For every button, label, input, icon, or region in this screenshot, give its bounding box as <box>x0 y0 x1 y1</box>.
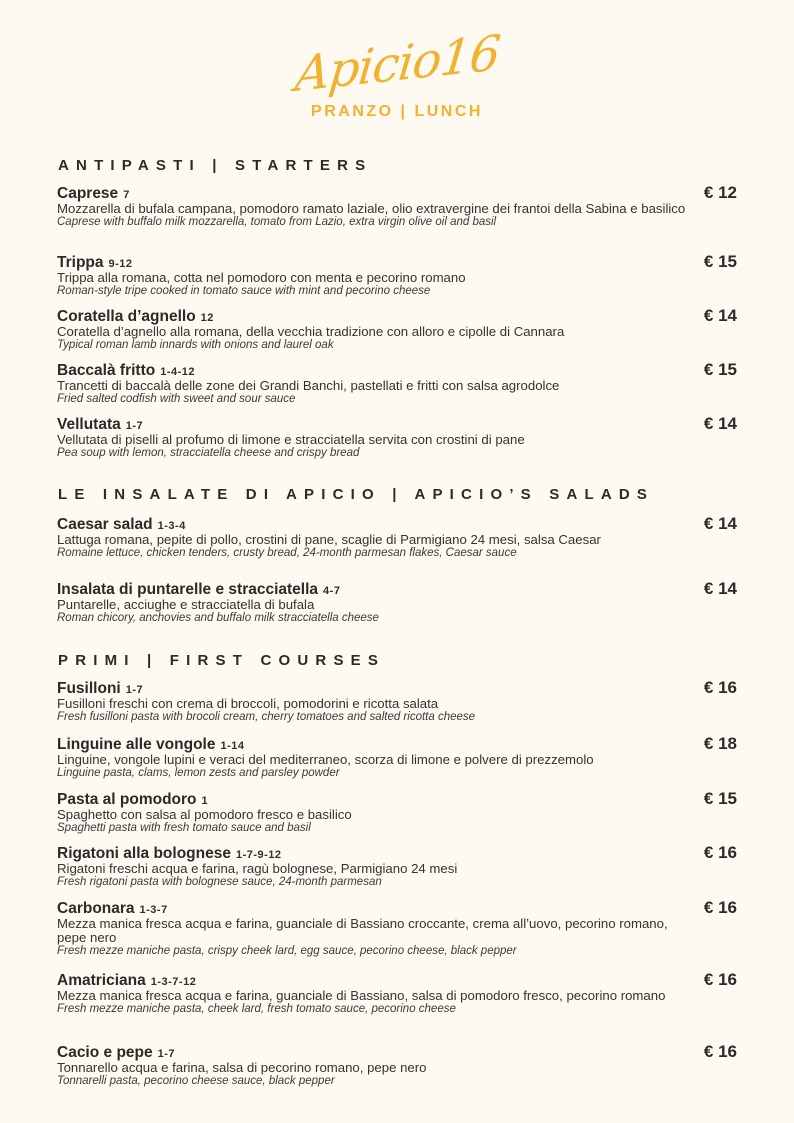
item-description-en: Roman chicory, anchovies and buffalo milk stracciatella cheese <box>57 612 379 624</box>
item-description-en: Caprese with buffalo milk mozzarella, tomato from Lazio, extra virgin olive oil and basil <box>57 216 497 228</box>
item-price: € 14 <box>703 414 737 433</box>
item-description: Rigatoni freschi acqua e farina, ragù bolognese, Parmigiano 24 mesi <box>57 861 458 876</box>
item-description: Trancetti di baccalà delle zone dei Grandi Banchi, pastellati e fritti con salsa agrodolce <box>57 378 560 393</box>
item-allergens: 1-7 <box>125 684 144 696</box>
item-allergens: 1-4-12 <box>160 366 195 378</box>
item-price: € 14 <box>703 306 737 325</box>
logo-text: Apicio16 <box>292 24 502 104</box>
item-allergens: 1 <box>201 795 209 807</box>
item-name: Baccalà fritto <box>57 362 156 379</box>
menu-item <box>57 183 737 229</box>
item-name: Carbonara <box>57 900 135 917</box>
item-price: € 15 <box>703 789 737 808</box>
item-allergens: 1-3-4 <box>157 520 186 532</box>
item-name: Caprese <box>57 185 119 202</box>
item-description-en: Fresh mezze maniche pasta, crispy cheek lard, egg sauce, pecorino cheese, black pepper <box>57 945 517 957</box>
menu-item <box>57 734 737 780</box>
item-name: Insalata di puntarelle e stracciatella <box>57 581 319 598</box>
menu-item <box>57 306 737 352</box>
menu-item <box>57 970 737 1016</box>
item-allergens: 1-7 <box>125 420 144 432</box>
section-title-salads: LE INSALATE DI APICIO | APICIO’S SALADS <box>58 486 655 503</box>
item-description-en: Romaine lettuce, chicken tenders, crusty bread, 24-month parmesan flakes, Caesar sauce <box>57 547 517 559</box>
item-description: Puntarelle, acciughe e stracciatella di bufala <box>57 597 315 612</box>
menu-item <box>57 579 737 625</box>
item-price: € 15 <box>703 252 737 271</box>
item-name: Caesar salad <box>57 516 153 533</box>
item-name: Rigatoni alla bolognese <box>57 845 231 862</box>
item-price: € 15 <box>703 360 737 379</box>
menu-item <box>57 252 737 298</box>
item-name: Trippa <box>57 254 104 271</box>
menu-item <box>57 360 737 406</box>
menu-item <box>57 678 737 724</box>
item-allergens: 4-7 <box>323 585 341 597</box>
item-description: Vellutata di piselli al profumo di limone e stracciatella servita con crostini di pane <box>57 432 525 447</box>
item-description: Trippa alla romana, cotta nel pomodoro con menta e pecorino romano <box>57 270 466 285</box>
item-description: Linguine, vongole lupini e veraci del mediterraneo, scorza di limone e polvere di prezzemolo <box>57 752 594 767</box>
menu-item <box>57 789 737 835</box>
item-allergens: 1-7-9-12 <box>235 849 282 861</box>
item-price: € 16 <box>703 970 737 989</box>
item-name: Amatriciana <box>57 972 146 989</box>
item-description-en: Fresh rigatoni pasta with bolognese sauce, 24-month parmesan <box>57 876 382 888</box>
item-description-en: Spaghetti pasta with fresh tomato sauce and basil <box>57 822 311 834</box>
menu-item <box>57 843 737 889</box>
item-description-en: Roman-style tripe cooked in tomato sauce with mint and pecorino cheese <box>57 285 431 297</box>
menu-item <box>57 898 737 958</box>
item-allergens: 1-3-7 <box>139 904 168 916</box>
item-description: Coratella d’agnello alla romana, della vecchia tradizione con alloro e cipolle di Cannara <box>57 324 565 339</box>
item-name: Coratella d’agnello <box>57 308 196 325</box>
menu-item <box>57 1042 737 1088</box>
item-price: € 16 <box>703 1042 737 1061</box>
item-allergens: 1-14 <box>220 740 245 752</box>
item-description: Mezza manica fresca acqua e farina, guanciale di Bassiano croccante, crema all’uovo, pecorino romano, pepe nero <box>57 916 668 945</box>
item-allergens: 1-3-7-12 <box>150 976 197 988</box>
item-description-en: Fried salted codfish with sweet and sour sauce <box>57 393 296 405</box>
item-description: Lattuga romana, pepite di pollo, crostini di pane, scaglie di Parmigiano 24 mesi, salsa Caesar <box>57 532 601 547</box>
item-price: € 14 <box>703 579 737 598</box>
item-price: € 16 <box>703 898 737 917</box>
item-price: € 14 <box>703 514 737 533</box>
item-description-en: Fresh mezze maniche pasta, cheek lard, fresh tomato sauce, pecorino cheese <box>57 1003 456 1015</box>
item-description: Mozzarella di bufala campana, pomodoro ramato laziale, olio extravergine dei frantoi della Sabina e basilico <box>57 201 686 216</box>
item-description: Spaghetto con salsa al pomodoro fresco e basilico <box>57 807 352 822</box>
item-price: € 16 <box>703 843 737 862</box>
menu-subtitle: PRANZO | LUNCH <box>311 103 483 120</box>
item-price: € 18 <box>703 734 737 753</box>
item-price: € 16 <box>703 678 737 697</box>
item-allergens: 9-12 <box>108 258 133 270</box>
item-description-en: Tonnarelli pasta, pecorino cheese sauce, black pepper <box>57 1075 335 1087</box>
logo <box>0 26 794 102</box>
item-description-en: Fresh fusilloni pasta with brocoli cream, cherry tomatoes and salted ricotta cheese <box>57 711 476 723</box>
item-description-en: Linguine pasta, clams, lemon zests and parsley powder <box>57 767 340 779</box>
section-title-primi: PRIMI | FIRST COURSES <box>58 652 386 669</box>
item-name: Linguine alle vongole <box>57 736 216 753</box>
item-name: Vellutata <box>57 416 121 433</box>
item-allergens: 7 <box>123 189 130 201</box>
item-allergens: 12 <box>200 312 214 324</box>
section-title-antipasti: ANTIPASTI | STARTERS <box>58 157 373 174</box>
item-name: Pasta al pomodoro <box>57 791 197 808</box>
item-description-en: Typical roman lamb innards with onions and laurel oak <box>57 339 334 351</box>
item-name: Fusilloni <box>57 680 121 697</box>
item-description-en: Pea soup with lemon, stracciatella cheese and crispy bread <box>57 447 360 459</box>
item-description: Mezza manica fresca acqua e farina, guanciale di Bassiano, salsa di pomodoro fresco, pecorino romano <box>57 988 666 1003</box>
item-name: Cacio e pepe <box>57 1044 153 1061</box>
item-description: Fusilloni freschi con crema di broccoli, pomodorini e ricotta salata <box>57 696 439 711</box>
menu-item <box>57 514 737 560</box>
item-price: € 12 <box>703 183 737 202</box>
item-allergens: 1-7 <box>157 1048 176 1060</box>
item-description: Tonnarello acqua e farina, salsa di pecorino romano, pepe nero <box>57 1060 427 1075</box>
menu-item <box>57 414 737 460</box>
